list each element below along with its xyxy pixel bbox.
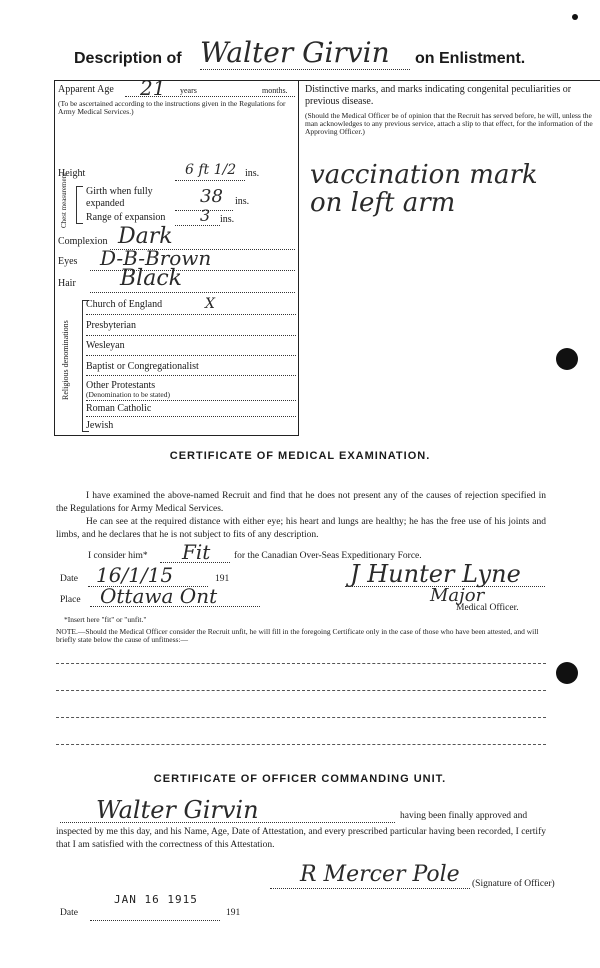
header-suffix: on Enlistment. (415, 50, 526, 67)
medical-officer-signature: J Hunter Lyne (350, 560, 521, 588)
girth-label: Girth when fully expanded (86, 186, 153, 209)
complexion-value: Dark (118, 224, 173, 249)
commanding-name-line (60, 822, 395, 823)
medical-place-label: Place (60, 595, 81, 605)
religion-baptist: Baptist or Congregationalist (86, 361, 199, 372)
medical-place-value: Ottawa Ont (100, 584, 218, 608)
other-protestants-note: (Denomination to be stated) (86, 390, 170, 399)
religion-roman-catholic: Roman Catholic (86, 403, 152, 414)
religion-line-1 (86, 335, 296, 336)
commanding-date-line (90, 920, 220, 921)
religion-line-4 (86, 400, 296, 401)
commanding-name: Walter Girvin (96, 796, 259, 824)
apparent-age-label: Apparent Age (58, 84, 114, 95)
commanding-heading: CERTIFICATE OF OFFICER COMMANDING UNIT. (153, 773, 447, 785)
medical-date-value: 16/1/15 (96, 563, 174, 587)
religion-church-of-england: Church of England (86, 299, 163, 310)
months-label: months. (262, 86, 288, 95)
commanding-para: inspected by me this day, and his Name, Age, Date of Attestation, and every prescribed particular having been recorded, I certify that I am satisfied with the correctness of this Attestation. (56, 827, 546, 850)
unfit-cause-line-3 (56, 717, 546, 718)
header-name: Walter Girvin (200, 36, 410, 70)
commanding-date-stamp: JAN 16 1915 (114, 893, 198, 906)
complexion-label: Complexion (58, 236, 108, 247)
small-hole-top (572, 14, 578, 20)
medical-date-label: Date (60, 574, 78, 584)
box-top-border (54, 80, 600, 81)
hair-line (90, 292, 295, 293)
religion-other-protestants: Other Protestants (86, 380, 156, 391)
distinctive-marks-note: (Should the Medical Officer be of opinion that the Recruit has served before, he will, unless the man acknowledges to any previous service, attach a slip to that effect, for the information of the Approving Officer.) (305, 111, 593, 136)
chest-brace (76, 186, 83, 224)
girth-value: 38 (200, 186, 223, 207)
religion-presbyterian: Presbyterian (86, 320, 136, 331)
girth-unit: ins. (235, 196, 250, 207)
header-prefix: Description of (74, 50, 182, 67)
range-line (175, 225, 220, 226)
distinctive-marks-line2: on left arm (310, 188, 456, 218)
commanding-line1-suffix: having been finally approved and (400, 811, 528, 821)
distinctive-marks-heading: Distinctive marks, and marks indicating congenital peculiarities or previous disease. (305, 84, 572, 107)
apparent-age-value: 21 (140, 76, 166, 100)
hair-value: Black (120, 266, 182, 291)
punch-hole-top (556, 348, 578, 370)
years-label: years (180, 86, 197, 95)
medical-para2: He can see at the required distance with either eye; his heart and lungs are healthy; he has the free use of his joints and limbs, and he declares that he is not subject to fits of any description. (56, 517, 546, 540)
range-label: Range of expansion (86, 212, 166, 223)
medical-footnote: *Insert here "fit" or "unfit." (64, 615, 147, 624)
hair-label: Hair (58, 278, 76, 289)
height-unit: ins. (245, 168, 260, 179)
commanding-date-year: 191 (226, 908, 241, 918)
consider-prefix: I consider him* (88, 551, 148, 561)
religion-line-5 (86, 416, 296, 417)
medical-date-year: 191 (215, 574, 230, 584)
commanding-signature-line (270, 888, 470, 889)
unfit-cause-line-4 (56, 744, 546, 745)
religion-church-of-england-mark: X (205, 296, 215, 312)
medical-officer-line (345, 586, 545, 587)
height-line (175, 180, 245, 181)
medical-heading: CERTIFICATE OF MEDICAL EXAMINATION. (169, 450, 431, 462)
height-value: 6 ft 1/2 (185, 162, 237, 178)
consider-value: Fit (182, 540, 211, 564)
age-note: (To be ascertained according to the instructions given in the Regulations for Army Medical Services.) (58, 99, 286, 116)
religion-jewish: Jewish (86, 420, 114, 431)
range-unit: ins. (220, 214, 235, 225)
age-line (125, 96, 295, 97)
height-label: Height (58, 168, 86, 179)
distinctive-marks-line1: vaccination mark (310, 160, 538, 190)
medical-officer-label: Medical Officer. (456, 603, 519, 613)
range-value: 3 (200, 206, 211, 225)
commanding-date-label: Date (60, 908, 78, 918)
box-bottom-border (54, 435, 299, 436)
medical-note: NOTE.—Should the Medical Officer consider the Recruit unfit, he will fill in the foregoing Certificate only in the case of those who have been attested, and will briefly state below the cause of unfitness:— (56, 627, 539, 644)
punch-hole-bottom (556, 662, 578, 684)
commanding-signature-label: (Signature of Officer) (472, 879, 555, 889)
religion-wesleyan: Wesleyan (86, 340, 125, 351)
box-left-border (54, 80, 55, 435)
medical-place-line (90, 606, 260, 607)
religion-line-2 (86, 355, 296, 356)
religion-line-3 (86, 375, 296, 376)
religion-label: Religious denominations (61, 320, 70, 400)
eyes-label: Eyes (58, 256, 78, 267)
medical-para1: I have examined the above-named Recruit and find that he does not present any of the causes of rejection specified in the Regulations for Army Medical Services. (56, 491, 546, 514)
religion-line-0 (86, 314, 296, 315)
chest-label: Chest measurement (60, 172, 68, 228)
eyes-value: D-B-Brown (100, 246, 212, 270)
commanding-signature: R Mercer Pole (300, 862, 460, 887)
unfit-cause-line-2 (56, 690, 546, 691)
unfit-cause-line-1 (56, 663, 546, 664)
consider-suffix: for the Canadian Over-Seas Expeditionary Force. (234, 551, 422, 561)
box-divider (298, 80, 299, 435)
medical-officer-rank: Major (430, 585, 485, 606)
